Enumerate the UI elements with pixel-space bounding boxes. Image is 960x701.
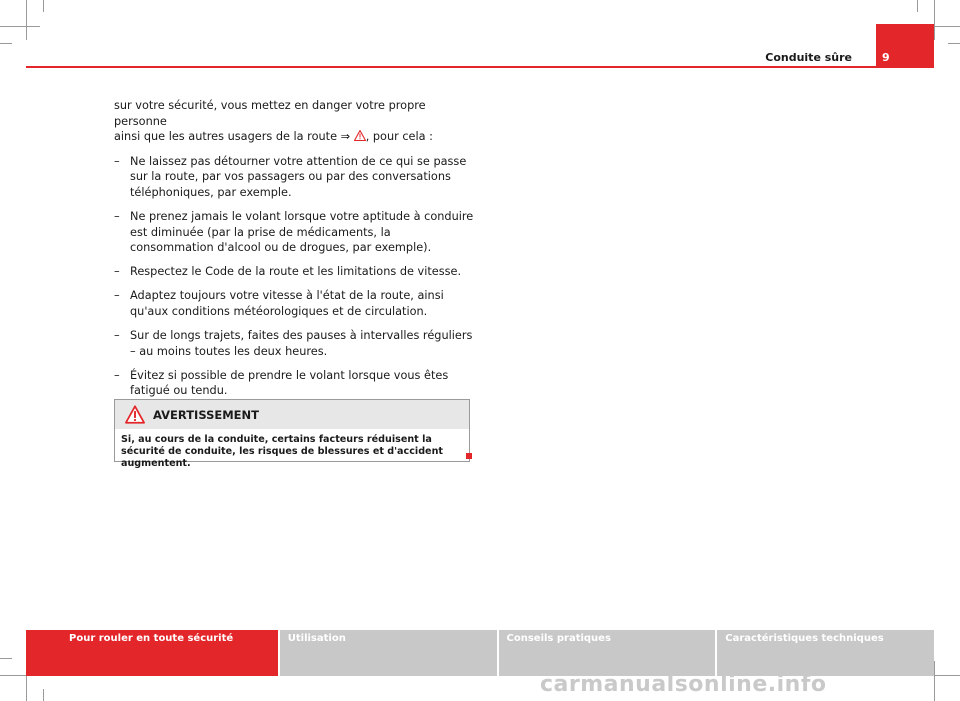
list-dash: – <box>114 329 120 343</box>
tab-conseils-pratiques[interactable]: Conseils pratiques <box>499 630 716 676</box>
section-end-marker <box>466 453 472 459</box>
crop-mark <box>934 661 935 701</box>
warning-header <box>115 400 469 429</box>
crop-mark <box>26 0 27 40</box>
footer-nav <box>26 630 934 676</box>
list-dash: – <box>114 265 120 279</box>
crop-mark <box>43 0 44 12</box>
list-item <box>114 154 474 201</box>
warning-triangle-icon[interactable] <box>354 130 366 141</box>
warning-text: Si, au cours de la conduite, certains facteurs réduisent la sécurité de conduite, les risques de blessures et d'accident augmentent. <box>121 434 443 469</box>
list-item-text: Adaptez toujours votre vitesse à l'état de la route, ainsi qu'aux conditions météorologiques et de circulation. <box>130 289 444 319</box>
watermark: carmanualsonline.info <box>540 672 827 697</box>
crop-mark <box>43 689 44 701</box>
crop-mark <box>0 26 40 27</box>
intro-line-2-end: , pour cela : <box>365 130 433 144</box>
list-item <box>114 288 474 319</box>
list-item-text: Sur de longs trajets, faites des pauses à intervalles réguliers – au moins toutes les deux heures. <box>130 329 473 358</box>
tab-caracteristiques-techniques[interactable]: Caractéristiques techniques <box>717 630 934 676</box>
header-rule <box>26 66 934 68</box>
list-item-text: Respectez le Code de la route et les limitations de vitesse. <box>130 265 462 279</box>
crop-mark <box>948 43 960 44</box>
warning-triangle-icon <box>124 405 146 424</box>
warning-box <box>114 399 470 469</box>
tab-utilisation[interactable]: Utilisation <box>280 630 497 676</box>
list-item <box>114 328 474 359</box>
intro-line-2-start: ainsi que les autres usagers de la route ⇒ <box>114 130 354 144</box>
list-item <box>114 264 474 280</box>
list-item <box>114 209 474 256</box>
page-number: 9 <box>882 51 890 64</box>
list-dash: – <box>114 210 120 224</box>
list-dash: – <box>114 154 120 168</box>
page-title: Conduite sûre <box>765 51 852 64</box>
list-dash: – <box>114 368 120 382</box>
list-item <box>114 368 474 399</box>
list-item-text: Évitez si possible de prendre le volant lorsque vous êtes fatigué ou tendu. <box>130 368 449 398</box>
tab-pour-rouler-en-toute-securite[interactable]: Pour rouler en toute sécurité <box>26 630 278 676</box>
intro-line-1: sur votre sécurité, vous mettez en danger votre propre personne <box>114 99 426 128</box>
page-number-badge <box>876 24 934 68</box>
warning-title: AVERTISSEMENT <box>153 408 260 422</box>
safety-list <box>114 154 474 399</box>
crop-mark <box>917 0 918 12</box>
main-content <box>114 98 474 408</box>
list-item-text: Ne prenez jamais le volant lorsque votre aptitude à conduire est diminuée (par la prise de médicaments, la consommation d'alcool ou de drogues, par exemple). <box>130 210 474 255</box>
crop-mark <box>0 658 12 659</box>
crop-mark <box>0 43 12 44</box>
list-item-text: Ne laissez pas détourner votre attention de ce qui se passe sur la route, par vos passagers ou par des conversations téléphoniques, par exemple. <box>130 154 467 199</box>
intro-paragraph <box>114 98 474 145</box>
list-dash: – <box>114 289 120 303</box>
crop-mark <box>934 0 935 40</box>
